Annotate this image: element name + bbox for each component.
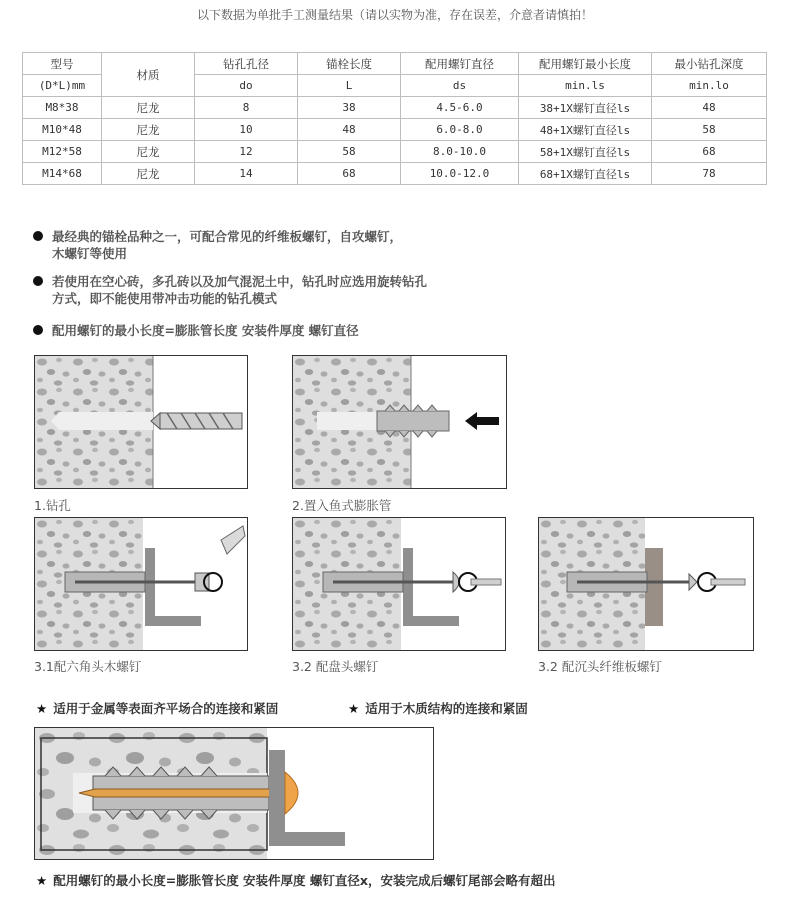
cell-drill: 8 [195,97,298,119]
installed-anchor-illustration [34,727,434,860]
cell-depth: 58 [652,119,767,141]
col-model: 型号 [23,53,102,75]
step31-caption: 3.1配六角头木螺钉 [34,659,142,674]
col-screw-min-length: 配用螺钉最小长度 [519,53,652,75]
bullet-text-line1: 若使用在空心砖，多孔砖以及加气混泥土中，钻孔时应选用旋转钻孔 [52,274,428,289]
table-row [23,163,767,185]
usage-note-wood [348,699,528,717]
wood-board [645,548,663,626]
cell-length: 38 [298,97,401,119]
cell-screw-len: 48+1X螺钉直径ls [519,119,652,141]
bullet-text: 配用螺钉的最小长度=膨胀管长度 安装件厚度 螺钉直径 [52,323,359,338]
col-min-drill-depth: 最小钻孔深度 [652,53,767,75]
insert-diagram [293,356,506,488]
unit-lo: min.lo [652,75,767,97]
feature-bullet-1 [33,228,402,262]
unit-l: L [298,75,401,97]
countersunk-head [689,574,697,590]
step32-countersunk-screw-illustration [538,517,754,651]
screw-length-note-text: 配用螺钉的最小长度=膨胀管长度 安装件厚度 螺钉直径x，安装完成后螺钉尾部会略有超出 [53,873,556,888]
cell-model: M8*38 [23,97,102,119]
cell-material: 尼龙 [102,163,195,185]
bracket [403,548,413,626]
cell-screw-dia: 4.5-6.0 [401,97,519,119]
cell-length: 58 [298,141,401,163]
step31-hex-screw-illustration [34,517,248,651]
usage-note-metal [36,699,278,717]
filled-circle-icon [33,231,43,241]
cell-drill: 12 [195,141,298,163]
bullet-text-line2: 方式，即不能使用带冲击功能的钻孔模式 [52,291,278,306]
usage-note-text: 适用于木质结构的连接和紧固 [365,701,528,716]
cell-model: M10*48 [23,119,102,141]
unit-ls: min.ls [519,75,652,97]
cell-length: 68 [298,163,401,185]
measurement-notice: 以下数据为单批手工测量结果（请以实物为准，存在误差，介意者请慎拍！ [196,8,593,22]
cell-length: 48 [298,119,401,141]
filled-circle-icon [33,276,43,286]
hex-screw-diagram [35,518,247,650]
cell-drill: 10 [195,119,298,141]
cell-material: 尼龙 [102,97,195,119]
cell-screw-dia: 6.0-8.0 [401,119,519,141]
star-icon: ★ [36,701,48,716]
cell-drill: 14 [195,163,298,185]
step1-caption: 1.钻孔 [34,498,71,513]
table-row [23,141,767,163]
installed-anchor-diagram [35,728,433,859]
screwdriver [711,579,745,585]
unit-do: do [195,75,298,97]
cell-depth: 68 [652,141,767,163]
screwdriver [471,579,501,585]
table-row [23,97,767,119]
unit-ds: ds [401,75,519,97]
col-drill-diameter: 钻孔孔径 [195,53,298,75]
star-icon: ★ [348,701,360,716]
step32-caption: 3.2 配盘头螺钉 [292,659,379,674]
col-screw-diameter: 配用螺钉直径 [401,53,519,75]
wrench [221,526,245,554]
cell-model: M14*68 [23,163,102,185]
drilling-diagram [35,356,247,488]
usage-note-text: 适用于金属等表面齐平场合的连接和紧固 [53,701,279,716]
bullet-text-line2: 木螺钉等使用 [52,246,128,261]
cell-screw-dia: 8.0-10.0 [401,141,519,163]
cell-depth: 78 [652,163,767,185]
step1-drilling-illustration [34,355,248,489]
table-header-row [23,53,767,75]
cell-material: 尼龙 [102,119,195,141]
cell-screw-len: 38+1X螺钉直径ls [519,97,652,119]
countersunk-screw-diagram [539,518,753,650]
unit-dl: (D*L)mm [23,75,102,97]
fish-anchor [377,411,449,431]
col-material: 材质 [102,53,195,97]
feature-bullet-3 [33,322,359,339]
bullet-text-line1: 最经典的锚栓品种之一，可配合常见的纤维板螺钉，自攻螺钉， [52,229,403,244]
cell-depth: 48 [652,97,767,119]
spec-table [22,52,767,185]
screw-length-note [36,871,555,889]
step2-insert-illustration [292,355,507,489]
cell-model: M12*58 [23,141,102,163]
screw-head [285,772,298,814]
left-arrow-icon [465,412,499,430]
col-anchor-length: 锚栓长度 [298,53,401,75]
pan-screw-diagram [293,518,505,650]
drill-hole [59,412,153,430]
step2-caption: 2.置入鱼式膨胀管 [292,498,392,513]
bracket [145,548,155,626]
bracket [269,750,285,846]
screw [79,789,285,797]
table-row [23,119,767,141]
cell-screw-len: 68+1X螺钉直径ls [519,163,652,185]
star-icon: ★ [36,873,48,888]
cell-material: 尼龙 [102,141,195,163]
filled-circle-icon [33,325,43,335]
feature-bullet-2 [33,273,427,307]
step32-pan-screw-illustration [292,517,506,651]
cell-screw-dia: 10.0-12.0 [401,163,519,185]
step32b-caption: 3.2 配沉头纤维板螺钉 [538,659,662,674]
cell-screw-len: 58+1X螺钉直径ls [519,141,652,163]
